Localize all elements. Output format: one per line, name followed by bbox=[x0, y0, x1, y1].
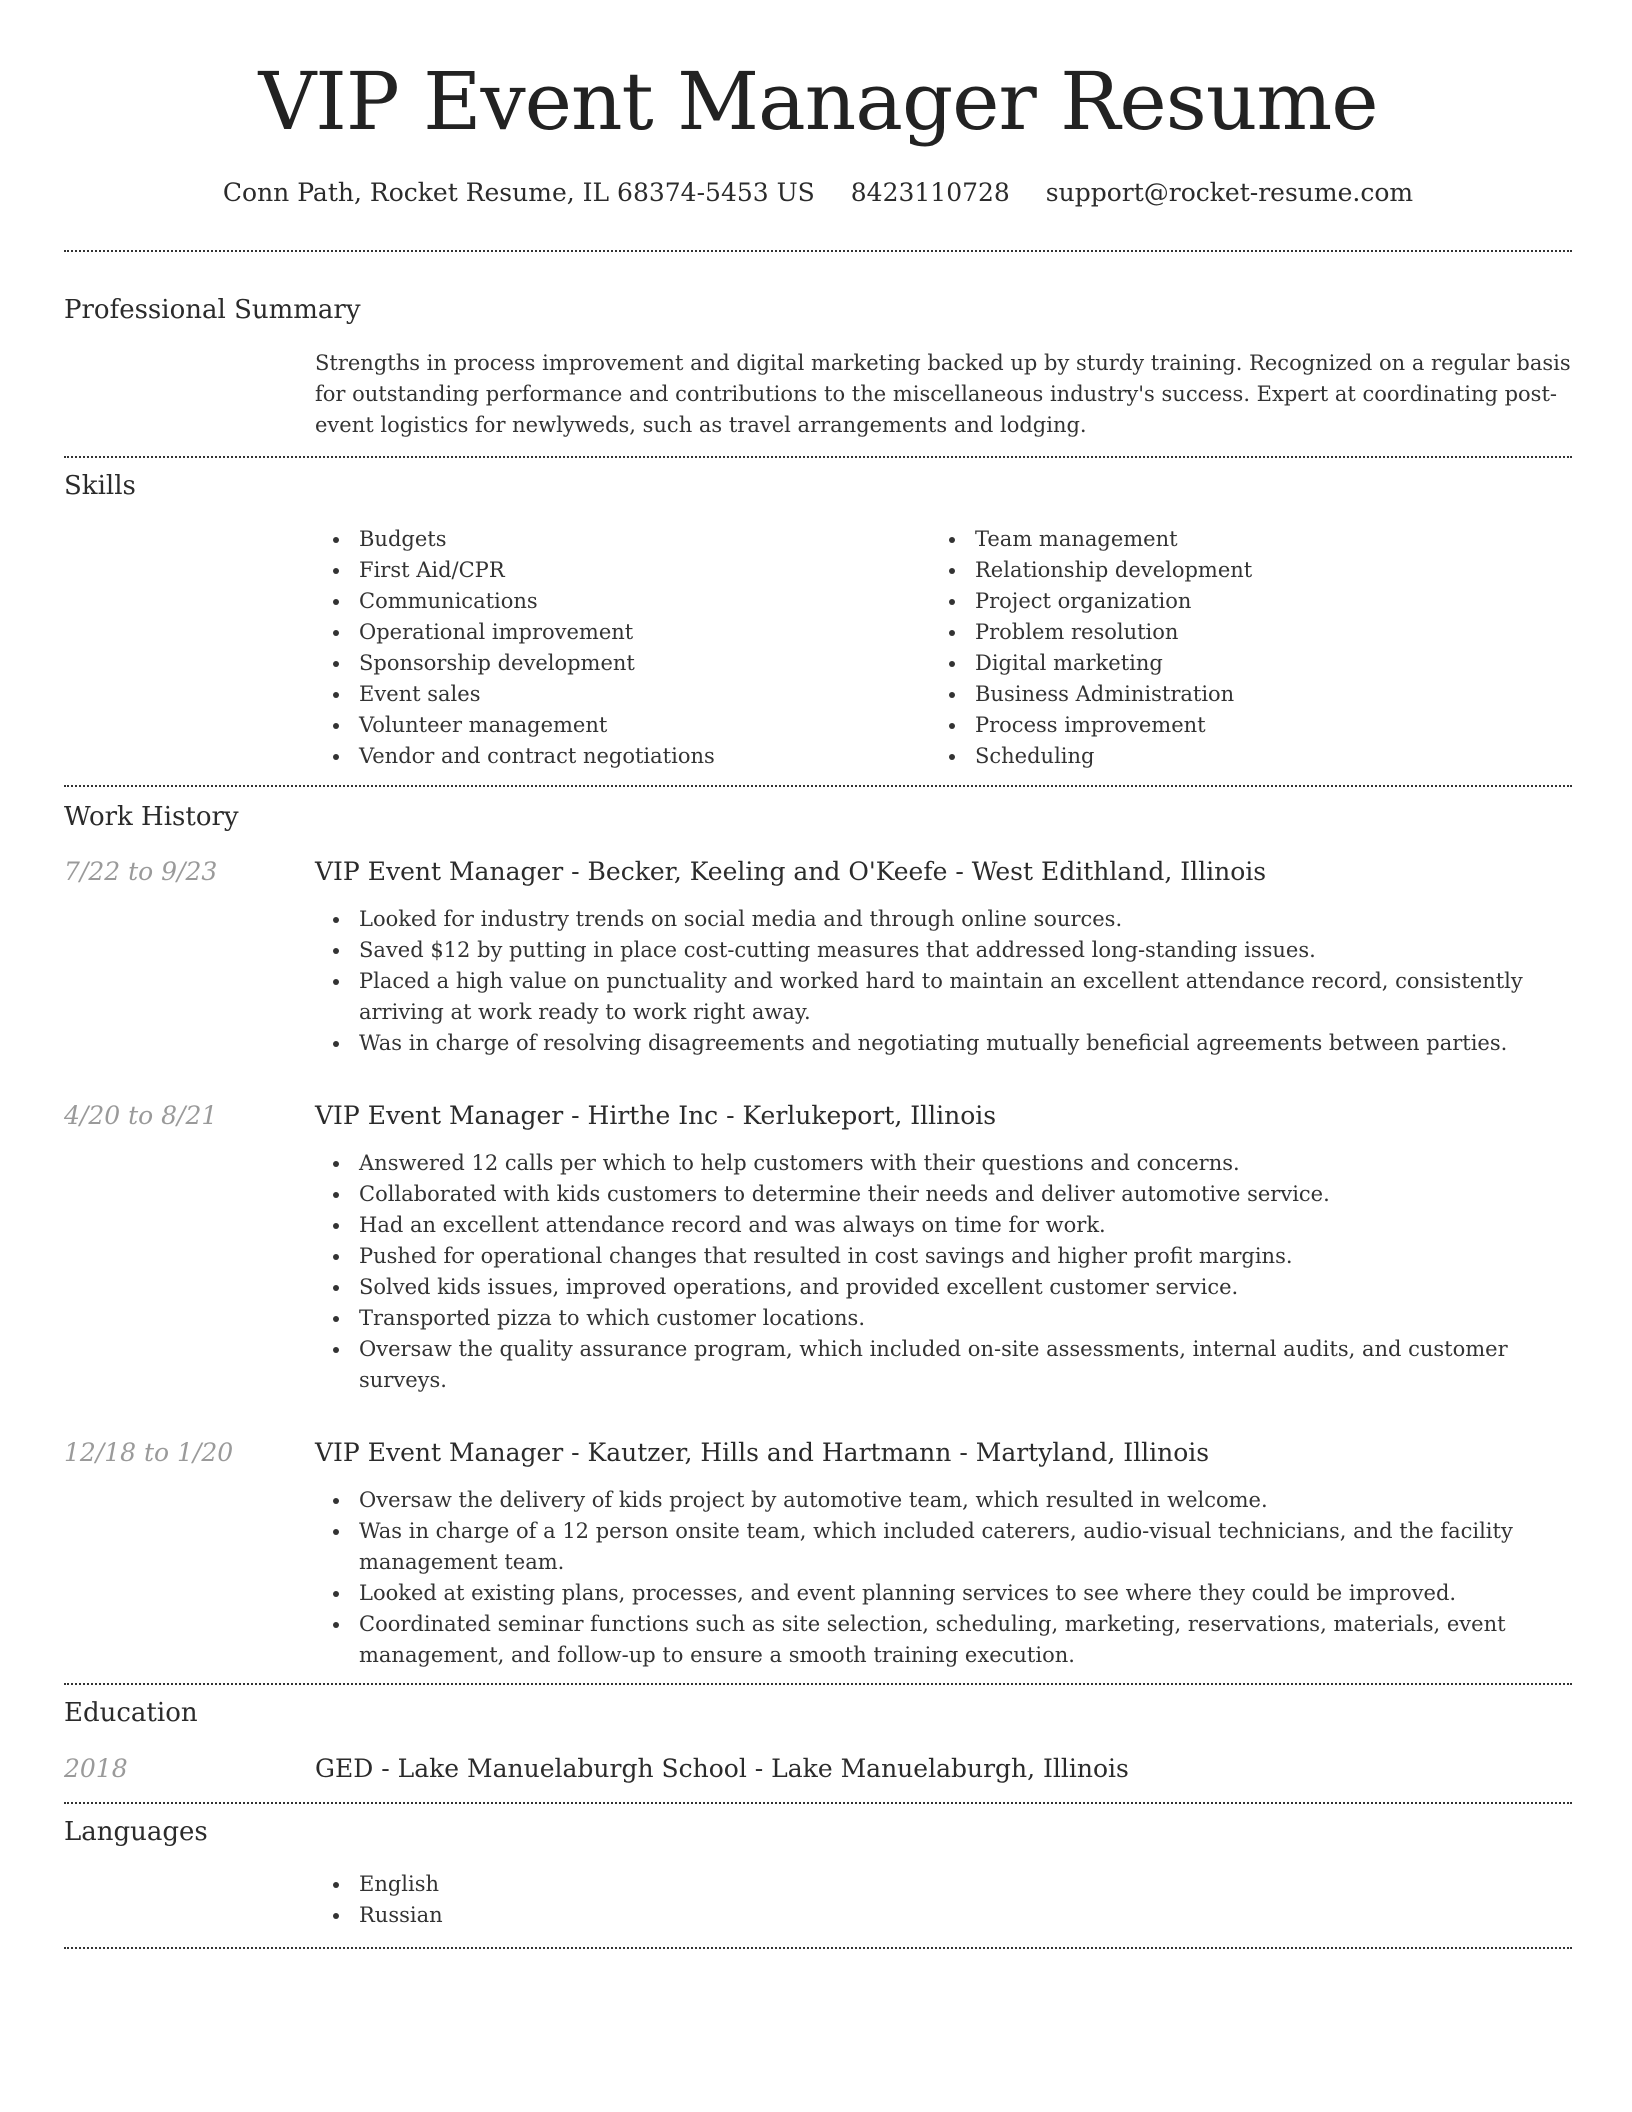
job-bullet: Answered 12 calls per which to help customers with their questions and concerns. bbox=[315, 1148, 1572, 1179]
job-date: 12/18 to 1/20 bbox=[64, 1438, 234, 1467]
job-entry bbox=[64, 1436, 1572, 1671]
job-bullet: Oversaw the quality assurance program, which included on-site assessments, internal audits, and customer surveys. bbox=[315, 1334, 1572, 1396]
skill-item: Operational improvement bbox=[315, 617, 931, 648]
job-bullet: Was in charge of a 12 person onsite team, which included caterers, audio-visual technicians, and the facility management team. bbox=[315, 1516, 1572, 1578]
skill-item: Business Administration bbox=[931, 679, 1547, 710]
job-bullet: Pushed for operational changes that resulted in cost savings and higher profit margins. bbox=[315, 1241, 1572, 1272]
job-entry bbox=[64, 855, 1572, 1059]
job-bullet: Collaborated with kids customers to determine their needs and deliver automotive service. bbox=[315, 1179, 1572, 1210]
divider bbox=[64, 1683, 1572, 1685]
skills-list-right bbox=[931, 524, 1547, 772]
job-entry bbox=[64, 1099, 1572, 1396]
job-bullets bbox=[315, 904, 1572, 1059]
languages-heading: Languages bbox=[64, 1817, 208, 1847]
skill-item: Problem resolution bbox=[931, 617, 1547, 648]
divider bbox=[64, 456, 1572, 458]
job-title: VIP Event Manager - Hirthe Inc - Kerlukeport, Illinois bbox=[315, 1101, 997, 1130]
skill-item: Event sales bbox=[315, 679, 931, 710]
job-title: VIP Event Manager - Kautzer, Hills and Hartmann - Martyland, Illinois bbox=[315, 1438, 1210, 1467]
job-bullet: Transported pizza to which customer locations. bbox=[315, 1303, 1572, 1334]
education-entry bbox=[64, 1752, 1572, 1786]
job-date: 7/22 to 9/23 bbox=[64, 857, 218, 886]
job-bullet: Oversaw the delivery of kids project by automotive team, which resulted in welcome. bbox=[315, 1485, 1572, 1516]
skill-item: Sponsorship development bbox=[315, 648, 931, 679]
job-bullet: Looked at existing plans, processes, and event planning services to see where they could be improved. bbox=[315, 1578, 1572, 1609]
divider bbox=[64, 785, 1572, 787]
divider bbox=[64, 1802, 1572, 1804]
skill-item: Scheduling bbox=[931, 741, 1547, 772]
job-bullets bbox=[315, 1148, 1572, 1396]
skill-item: Vendor and contract negotiations bbox=[315, 741, 931, 772]
divider bbox=[64, 1947, 1572, 1949]
contact-address: Conn Path, Rocket Resume, IL 68374-5453 US bbox=[222, 178, 815, 207]
divider bbox=[64, 250, 1572, 252]
skill-item: Digital marketing bbox=[931, 648, 1547, 679]
summary-section bbox=[315, 348, 1572, 441]
skills-heading: Skills bbox=[64, 471, 136, 501]
job-title: VIP Event Manager - Becker, Keeling and O'Keefe - West Edithland, Illinois bbox=[315, 857, 1267, 886]
skill-item: Communications bbox=[315, 586, 931, 617]
contact-phone: 8423110728 bbox=[850, 178, 1010, 207]
contact-line bbox=[64, 176, 1572, 210]
language-item: English bbox=[315, 1869, 1572, 1900]
contact-email: support@rocket-resume.com bbox=[1045, 178, 1414, 207]
skill-item: First Aid/CPR bbox=[315, 555, 931, 586]
skill-item: Volunteer management bbox=[315, 710, 931, 741]
summary-text: Strengths in process improvement and digital marketing backed up by sturdy training. Recognized on a regular basis for outstanding performance and contributions to the miscellaneous industry's success. Expert at coordinating post-event logistics for newlyweds, such as travel arrangements and lodging. bbox=[315, 351, 1571, 437]
job-bullet: Coordinated seminar functions such as site selection, scheduling, marketing, reservations, materials, event management, and follow-up to ensure a smooth training execution. bbox=[315, 1609, 1572, 1671]
job-bullet: Was in charge of resolving disagreements and negotiating mutually beneficial agreements between parties. bbox=[315, 1028, 1572, 1059]
education-heading: Education bbox=[64, 1698, 198, 1728]
skill-item: Process improvement bbox=[931, 710, 1547, 741]
page-title: VIP Event Manager Resume bbox=[258, 55, 1378, 148]
job-bullet: Saved $12 by putting in place cost-cutting measures that addressed long-standing issues. bbox=[315, 935, 1572, 966]
skill-item: Team management bbox=[931, 524, 1547, 555]
resume-page bbox=[64, 0, 1572, 1949]
language-item: Russian bbox=[315, 1900, 1572, 1931]
skills-section bbox=[315, 524, 1572, 772]
job-bullets bbox=[315, 1485, 1572, 1671]
skill-item: Budgets bbox=[315, 524, 931, 555]
job-bullet: Placed a high value on punctuality and worked hard to maintain an excellent attendance record, consistently arriving at work ready to work right away. bbox=[315, 966, 1572, 1028]
job-date: 4/20 to 8/21 bbox=[64, 1101, 218, 1130]
job-bullet: Had an excellent attendance record and was always on time for work. bbox=[315, 1210, 1572, 1241]
job-bullet: Solved kids issues, improved operations, and provided excellent customer service. bbox=[315, 1272, 1572, 1303]
summary-heading: Professional Summary bbox=[64, 295, 361, 325]
education-date: 2018 bbox=[64, 1754, 128, 1783]
skills-list-left bbox=[315, 524, 931, 772]
languages-list bbox=[315, 1869, 1572, 1931]
skill-item: Project organization bbox=[931, 586, 1547, 617]
job-bullet: Looked for industry trends on social media and through online sources. bbox=[315, 904, 1572, 935]
skill-item: Relationship development bbox=[931, 555, 1547, 586]
education-title: GED - Lake Manuelaburgh School - Lake Manuelaburgh, Illinois bbox=[315, 1754, 1129, 1783]
work-heading: Work History bbox=[64, 802, 239, 832]
